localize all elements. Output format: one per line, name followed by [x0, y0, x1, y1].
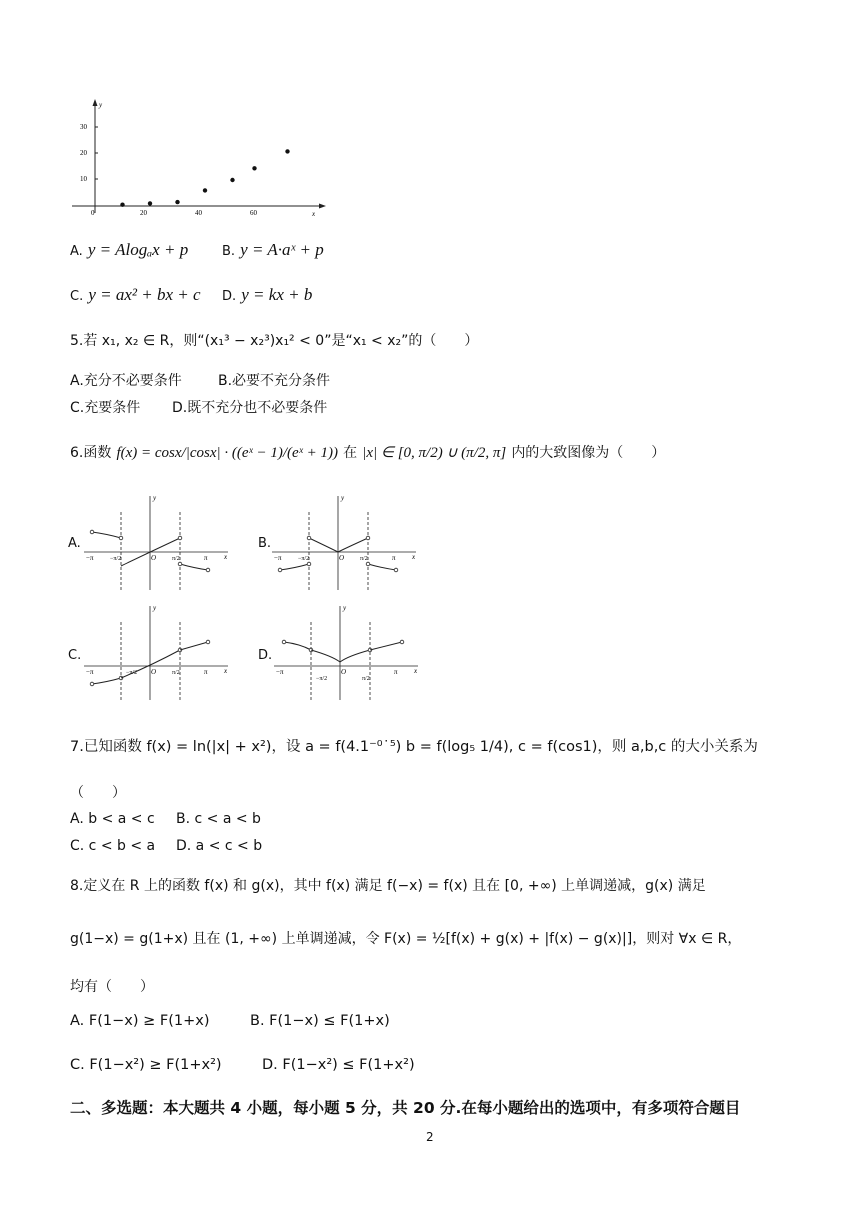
q6-stem: [70, 442, 665, 462]
svg-text:x: x: [224, 553, 228, 561]
q6-prefix: 6.函数: [70, 445, 112, 461]
q8-option-a[interactable]: A. F(1−x) ≥ F(1+x): [70, 1013, 210, 1029]
q6-function: f(x) = cosx/|cosx| · ((eˣ − 1)/(eˣ + 1)): [116, 445, 339, 461]
svg-text:O: O: [339, 554, 345, 562]
x-tick-20: 20: [140, 209, 147, 217]
q4-b-formula: y = A·aˣ + p: [240, 240, 324, 259]
svg-text:−π/2: −π/2: [110, 556, 122, 562]
q7-stem: 7.已知函数 f(x) = ln(|x| + x²)，设 a = f(4.1⁻⁰˙⁵) b = f(log₅ 1/4), c = f(cos1)，则 a,b,c 的大小关系为: [70, 739, 758, 755]
q6-domain: |x| ∈ [0, π/2) ∪ (π/2, π]: [362, 445, 507, 461]
q6-graph-c-label[interactable]: C.: [68, 648, 82, 663]
q4-option-d[interactable]: [222, 285, 312, 305]
x-tick-60: 60: [250, 209, 257, 217]
svg-text:y: y: [153, 494, 157, 502]
q7-option-d[interactable]: D. a < c < b: [176, 838, 263, 854]
svg-text:π: π: [394, 668, 398, 676]
svg-text:O: O: [151, 668, 157, 676]
q6-mid: 在: [343, 445, 358, 461]
q5-option-d[interactable]: D.既不充分也不必要条件: [172, 400, 328, 416]
y-tick-30: 30: [80, 123, 87, 131]
q4-d-formula: y = kx + b: [241, 285, 313, 304]
scatter-chart: [60, 95, 330, 220]
q6-graph-d-label[interactable]: D.: [258, 648, 273, 663]
q7-option-b[interactable]: B. c < a < b: [176, 811, 261, 827]
svg-text:−π: −π: [276, 668, 284, 676]
y-tick-10: 10: [80, 175, 87, 183]
q6-graph-a[interactable]: [82, 492, 232, 592]
svg-text:O: O: [151, 554, 157, 562]
svg-text:−π/2: −π/2: [316, 676, 328, 682]
x-ticks: [91, 209, 258, 217]
q5-option-c[interactable]: C.充要条件: [70, 400, 141, 416]
svg-text:x: x: [224, 667, 228, 675]
svg-text:π/2: π/2: [360, 556, 368, 562]
scatter-point-5: [252, 166, 256, 170]
x-axis-label: x: [312, 210, 316, 218]
q4-a-formula: y = Alogₐx + p: [87, 240, 189, 259]
q4-option-c[interactable]: [70, 285, 201, 305]
svg-text:−π/2: −π/2: [126, 670, 138, 676]
svg-text:π/2: π/2: [172, 556, 180, 562]
svg-text:x: x: [414, 667, 418, 675]
q4-c-prefix: C.: [70, 289, 84, 304]
q4-b-prefix: B.: [222, 244, 236, 259]
q8-line-1: 8.定义在 R 上的函数 f(x) 和 g(x)，其中 f(x) 满足 f(−x) = f(x) 且在 [0, +∞) 上单调递减，g(x) 满足: [70, 878, 706, 894]
svg-text:y: y: [153, 604, 157, 612]
q6-graph-b[interactable]: [270, 492, 420, 592]
svg-text:x: x: [412, 553, 416, 561]
q8-option-b[interactable]: B. F(1−x) ≤ F(1+x): [250, 1013, 390, 1029]
scatter-point-3: [203, 188, 207, 192]
q4-c-formula: y = ax² + bx + c: [88, 285, 201, 304]
q8-line-3: 均有（ ）: [70, 979, 154, 995]
y-axis-label: y: [99, 101, 103, 109]
svg-text:−π: −π: [274, 554, 282, 562]
svg-text:π: π: [392, 554, 396, 562]
scatter-point-4: [230, 178, 234, 182]
q7-paren: （ ）: [70, 785, 126, 801]
svg-text:y: y: [343, 604, 347, 612]
q4-a-prefix: A.: [70, 244, 83, 259]
scatter-point-6: [285, 149, 289, 153]
q8-line-2: g(1−x) = g(1+x) 且在 (1, +∞) 上单调递减，令 F(x) = ½[f(x) + g(x) + |f(x) − g(x)|]，则对 ∀x ∈ R，: [70, 931, 742, 947]
scatter-point-1: [148, 201, 152, 205]
scatter-point-2: [175, 200, 179, 204]
x-tick-40: 40: [195, 209, 202, 217]
scatter-points: [120, 149, 289, 207]
q7-option-c[interactable]: C. c < b < a: [70, 838, 156, 854]
x-tick-0: 0: [91, 209, 95, 217]
scatter-point-0: [120, 203, 124, 207]
q6-suffix: 内的大致图像为（ ）: [511, 445, 666, 461]
svg-text:π: π: [204, 554, 208, 562]
q5-stem: 5.若 x₁, x₂ ∈ R，则“(x₁³ − x₂³)x₁² < 0”是“x₁ < x₂”的（ ）: [70, 333, 479, 349]
page-number: 2: [426, 1130, 434, 1144]
q6-graph-d[interactable]: [272, 602, 422, 702]
y-tick-20: 20: [80, 149, 87, 157]
svg-text:π/2: π/2: [172, 670, 180, 676]
q7-option-a[interactable]: A. b < a < c: [70, 811, 155, 827]
q5-option-a[interactable]: A.充分不必要条件: [70, 373, 182, 389]
svg-text:−π: −π: [86, 554, 94, 562]
svg-text:y: y: [341, 494, 345, 502]
q4-d-prefix: D.: [222, 289, 237, 304]
svg-text:π/2: π/2: [362, 676, 370, 682]
q8-option-d[interactable]: D. F(1−x²) ≤ F(1+x²): [262, 1057, 415, 1073]
section-2-heading: 二、多选题：本大题共 4 小题，每小题 5 分，共 20 分.在每小题给出的选项中，有多项符合题目: [70, 1099, 741, 1117]
svg-text:−π: −π: [86, 668, 94, 676]
q6-graph-b-label[interactable]: B.: [258, 536, 272, 551]
svg-text:π: π: [204, 668, 208, 676]
q6-graph-c[interactable]: [82, 602, 232, 702]
q5-option-b[interactable]: B.必要不充分条件: [218, 373, 331, 389]
q8-option-c[interactable]: C. F(1−x²) ≥ F(1+x²): [70, 1057, 222, 1073]
svg-text:O: O: [341, 668, 347, 676]
q6-graph-a-label[interactable]: A.: [68, 536, 81, 551]
q4-option-b[interactable]: [222, 240, 324, 260]
q4-option-a[interactable]: [70, 240, 188, 260]
svg-text:−π/2: −π/2: [298, 556, 310, 562]
